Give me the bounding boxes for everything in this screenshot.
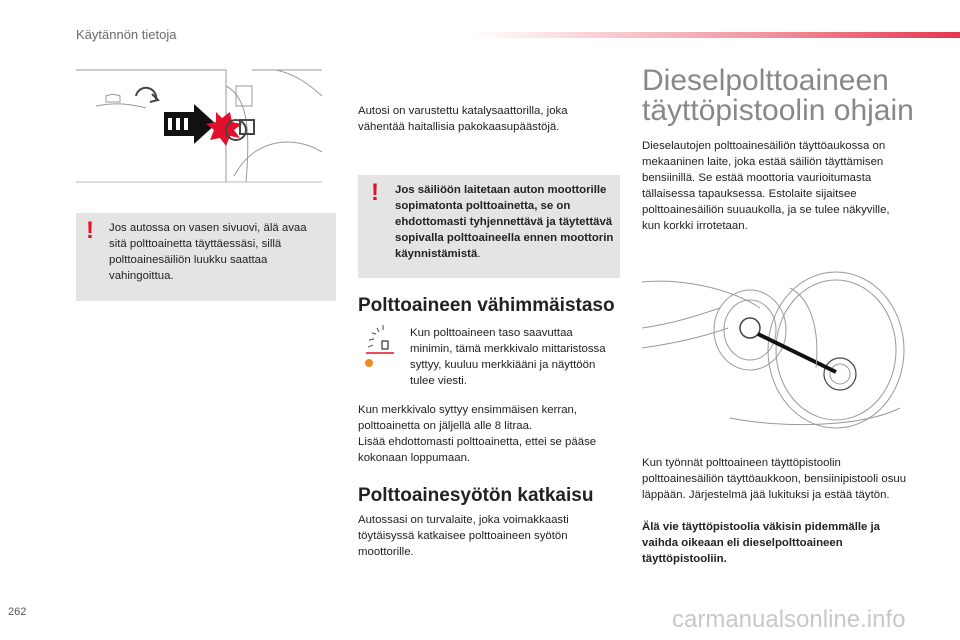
fuel-flap-illustration xyxy=(76,66,322,184)
heading-fuel-cut: Polttoainesyötön katkaisu xyxy=(358,485,594,506)
diesel-title-line2: täyttöpistoolin ohjain xyxy=(642,94,914,127)
fuel-warning-end: . xyxy=(477,248,481,260)
catalyst-text: Autosi on varustettu katalysaattorilla, joka vähentää haitallisia pakokaasupäästöjä. xyxy=(358,105,568,133)
fuel-warning-paragraph xyxy=(395,182,617,262)
pistol-warning-text: Älä vie täyttöpistoolia väkisin pidemmälle ja vaihda oikeaan eli dieselpolttoaineen täyttöpistooliin. xyxy=(642,521,881,565)
min-level-text-3: Lisää ehdottomasti polttoainetta, ettei se pääse kokonaan loppumaan. xyxy=(358,436,597,464)
header-accent-line xyxy=(470,32,960,38)
door-warning-box xyxy=(76,213,336,301)
door-warning-text: Jos autossa on vasen sivuovi, älä avaa sitä polttoainetta täyttäessäsi, sillä polttoainesäiliön luukku saattaa vahingoittua. xyxy=(109,222,307,282)
warning-icon: ! xyxy=(371,179,379,206)
fuel-warning-text: Jos säiliöön laitetaan auton moottorille sopimatonta polttoainetta, se on ehdottomasti tyhjennettävä ja täytettävä sopivalla polttoaineella ennen moottorin käynnistämistä xyxy=(395,184,614,260)
min-level-text-2: Kun merkkivalo syttyy ensimmäisen kerran, polttoainetta on jäljellä alle 8 litraa. xyxy=(358,404,578,432)
fuel-gauge-icon xyxy=(362,325,398,371)
diesel-title-line1: Dieselpolttoaineen xyxy=(642,64,889,97)
watermark: carmanualsonline.info xyxy=(672,606,906,633)
section-title: Käytännön tietoja xyxy=(76,27,177,42)
fuel-cut-text: Autossasi on turvalaite, joka voimakkaasti töytäisyssä katkaisee polttoaineen syötön moottorille. xyxy=(358,514,569,558)
page-number: 262 xyxy=(8,606,27,618)
fuel-warning-box xyxy=(358,175,620,278)
pistol-insert-text: Kun työnnät polttoaineen täyttöpistoolin polttoainesäiliön täyttöaukkoon, bensiinipistooli osuu läppään. Järjestelmä jää lukituksi ja estää täytön. xyxy=(642,457,907,501)
diesel-intro-text: Dieselautojen polttoainesäiliön täyttöaukossa on mekaaninen laite, joka estää säiliön täyttämisen bensiinillä. Se estää moottoria vaurioitumasta tällaisessa tapauksessa. Estolaite sijaitsee polttoainesäiliön suuaukolla, ja se tulee näkyville, kun korkki irrotetaan. xyxy=(642,140,890,232)
warning-icon: ! xyxy=(86,217,94,244)
min-level-text: Kun polttoaineen taso saavuttaa minimin, tämä merkkivalo mittaristossa syttyy, kuuluu merkkiääni ja näyttöön tulee viesti. xyxy=(410,327,606,387)
heading-min-level: Polttoaineen vähimmäistaso xyxy=(358,295,615,316)
filler-neck-illustration xyxy=(640,268,910,432)
